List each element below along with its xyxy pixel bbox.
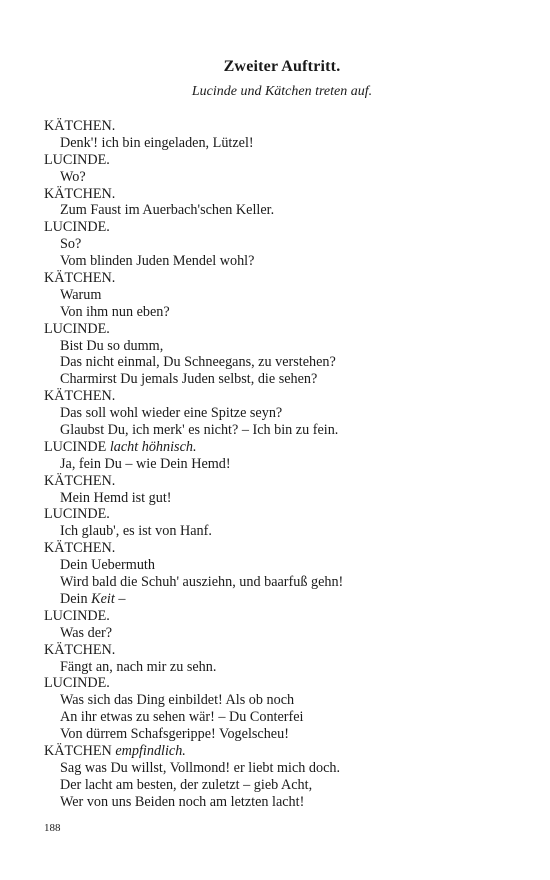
speaker-name xyxy=(44,642,534,659)
verse-text: Fängt an, nach mir zu sehn. xyxy=(60,658,217,675)
speaker-name xyxy=(44,506,534,523)
speaker-name xyxy=(44,388,534,405)
verse-line xyxy=(44,692,534,709)
verse-line xyxy=(44,574,534,591)
stage-direction: empfindlich. xyxy=(115,742,186,759)
verse-text: Wird bald die Schuh' ausziehn, und baarfuß gehn! xyxy=(60,574,344,591)
speaker-label: LUCINDE. xyxy=(44,607,110,624)
verse-line xyxy=(44,557,534,574)
speaker-label: LUCINDE. xyxy=(44,219,110,236)
verse-text: An ihr etwas zu sehen wär! – Du Conterfei xyxy=(60,709,304,726)
verse-line xyxy=(44,794,534,811)
verse-text: Charmirst Du jemals Juden selbst, die sehen? xyxy=(60,371,318,388)
speaker-name xyxy=(44,270,534,287)
verse-text: Wo? xyxy=(60,168,86,185)
verse-line xyxy=(44,405,534,422)
verse-line xyxy=(44,422,534,439)
verse-text: Zum Faust im Auerbach'schen Keller. xyxy=(60,202,275,219)
speaker-label: LUCINDE. xyxy=(44,506,110,523)
verse-line xyxy=(44,202,534,219)
verse-text: Vom blinden Juden Mendel wohl? xyxy=(60,253,255,270)
speaker-label: KÄTCHEN. xyxy=(44,641,116,658)
speaker-name xyxy=(44,152,534,169)
speaker-name xyxy=(44,321,534,338)
verse-line xyxy=(44,354,534,371)
speaker-name xyxy=(44,219,534,236)
verse-line xyxy=(44,304,534,321)
verse-line xyxy=(44,625,534,642)
verse-line xyxy=(44,253,534,270)
speaker-label: KÄTCHEN. xyxy=(44,540,116,557)
verse-line xyxy=(44,338,534,355)
verse-text: Sag was Du willst, Vollmond! er liebt mich doch. xyxy=(60,759,341,776)
speaker-label: KÄTCHEN. xyxy=(44,472,116,489)
speaker-label: KÄTCHEN. xyxy=(44,185,116,202)
verse-line xyxy=(44,456,534,473)
speaker-label: LUCINDE. xyxy=(44,675,110,692)
verse-line xyxy=(44,523,534,540)
verse-line xyxy=(44,726,534,743)
speaker-label: KÄTCHEN. xyxy=(44,118,116,134)
speaker-label: KÄTCHEN xyxy=(44,742,116,759)
speaker-label: LUCINDE xyxy=(44,438,110,455)
verse-line xyxy=(44,659,534,676)
verse-text: Bist Du so dumm, xyxy=(60,337,164,354)
verse-line xyxy=(44,287,534,304)
verse-text: Dein xyxy=(60,590,92,607)
verse-text: Das soll wohl wieder eine Spitze seyn? xyxy=(60,405,283,422)
speaker-label: LUCINDE. xyxy=(44,151,110,168)
verse-text: Von dürrem Schafsgerippe! Vogelscheu! xyxy=(60,726,289,743)
verse-text: Der lacht am besten, der zuletzt – gieb Acht, xyxy=(60,776,313,793)
speaker-label: KÄTCHEN. xyxy=(44,388,116,405)
speaker-name xyxy=(44,743,534,760)
emphasized-word: Keit xyxy=(91,590,115,607)
verse-line xyxy=(44,777,534,794)
speaker-name xyxy=(44,675,534,692)
verse-text: Warum xyxy=(60,286,102,303)
verse-text: Was sich das Ding einbildet! Als ob noch xyxy=(60,692,295,709)
verse-line xyxy=(44,371,534,388)
dialogue-body xyxy=(44,118,534,811)
speaker-name xyxy=(44,118,534,135)
verse-text: Wer von uns Beiden noch am letzten lacht! xyxy=(60,793,305,810)
verse-line xyxy=(44,135,534,152)
stage-direction: lacht höhnisch. xyxy=(109,438,197,455)
verse-line xyxy=(44,591,534,608)
speaker-name xyxy=(44,439,534,456)
speaker-name xyxy=(44,473,534,490)
verse-line xyxy=(44,760,534,777)
scene-title: Zweiter Auftritt. xyxy=(223,58,341,75)
verse-text: Ja, fein Du – wie Dein Hemd! xyxy=(60,455,231,472)
speaker-name xyxy=(44,540,534,557)
verse-text: So? xyxy=(60,236,82,253)
verse-text: Glaubst Du, ich merk' es nicht? – Ich bin zu fein. xyxy=(60,422,339,439)
scene-stage-direction: Lucinde und Kätchen treten auf. xyxy=(191,84,373,99)
verse-line xyxy=(44,236,534,253)
verse-text: Dein Uebermuth xyxy=(60,557,155,574)
speaker-label: LUCINDE. xyxy=(44,320,110,337)
verse-text: Mein Hemd ist gut! xyxy=(60,489,172,506)
verse-line xyxy=(44,709,534,726)
verse-text: Ich glaub', es ist von Hanf. xyxy=(60,523,212,540)
speaker-name xyxy=(44,608,534,625)
page-number: 188 xyxy=(44,822,61,834)
speaker-name xyxy=(44,186,534,203)
verse-text: Das nicht einmal, Du Schneegans, zu verstehen? xyxy=(60,354,336,371)
verse-line xyxy=(44,169,534,186)
speaker-label: KÄTCHEN. xyxy=(44,270,116,287)
verse-text-tail: – xyxy=(114,590,126,607)
verse-text: Denk'! ich bin eingeladen, Lützel! xyxy=(60,134,254,151)
verse-line xyxy=(44,490,534,507)
verse-text: Von ihm nun eben? xyxy=(60,303,170,320)
verse-text: Was der? xyxy=(60,624,113,641)
